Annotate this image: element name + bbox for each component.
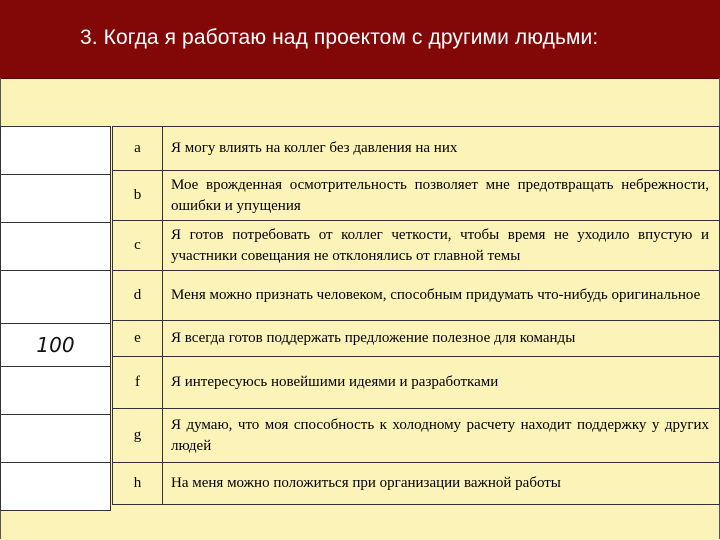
- row-letter: b: [113, 171, 163, 221]
- row-statement: Я готов потребовать от коллег четкости, чтобы время не уходило впустую и участники совещания не отклонялись от главной темы: [163, 221, 720, 271]
- row-statement: Меня можно признать человеком, способным придумать что-нибудь оригинальное: [163, 271, 720, 321]
- row-statement: На меня можно положиться при организации важной работы: [163, 463, 720, 505]
- row-statement: Я интересуюсь новейшими идеями и разработками: [163, 357, 720, 409]
- score-cell-b[interactable]: [1, 175, 111, 223]
- row-letter: f: [113, 357, 163, 409]
- row-letter: d: [113, 271, 163, 321]
- table-row: [113, 221, 720, 271]
- header-bar: [0, 0, 720, 79]
- table-row: [113, 271, 720, 321]
- row-statement: Я думаю, что моя способность к холодному расчету находит поддержку у других людей: [163, 409, 720, 463]
- row-statement: Я могу влиять на коллег без давления на них: [163, 127, 720, 171]
- score-cell-h[interactable]: [1, 463, 111, 511]
- row-letter: c: [113, 221, 163, 271]
- row-letter: a: [113, 127, 163, 171]
- score-cell-f[interactable]: [1, 367, 111, 415]
- score-cell-c[interactable]: [1, 223, 111, 271]
- score-cell-e[interactable]: 100: [1, 324, 111, 367]
- score-cell-a[interactable]: [1, 127, 111, 175]
- score-cell-d[interactable]: [1, 271, 111, 324]
- table-row: [113, 127, 720, 171]
- table-row: [113, 463, 720, 505]
- table-row: [113, 321, 720, 357]
- statements-table: [112, 126, 720, 505]
- score-cell-g[interactable]: [1, 415, 111, 463]
- row-letter: g: [113, 409, 163, 463]
- table-row: [113, 171, 720, 221]
- page-title: 3. Когда я работаю над проектом с другими людьми:: [80, 26, 599, 49]
- row-statement: Я всегда готов поддержать предложение полезное для команды: [163, 321, 720, 357]
- table-row: [113, 409, 720, 463]
- row-letter: h: [113, 463, 163, 505]
- row-statement: Мое врожденная осмотрительность позволяет мне предотвращать небрежности, ошибки и упущения: [163, 171, 720, 221]
- table-row: [113, 357, 720, 409]
- row-letter: e: [113, 321, 163, 357]
- score-column: [0, 126, 111, 511]
